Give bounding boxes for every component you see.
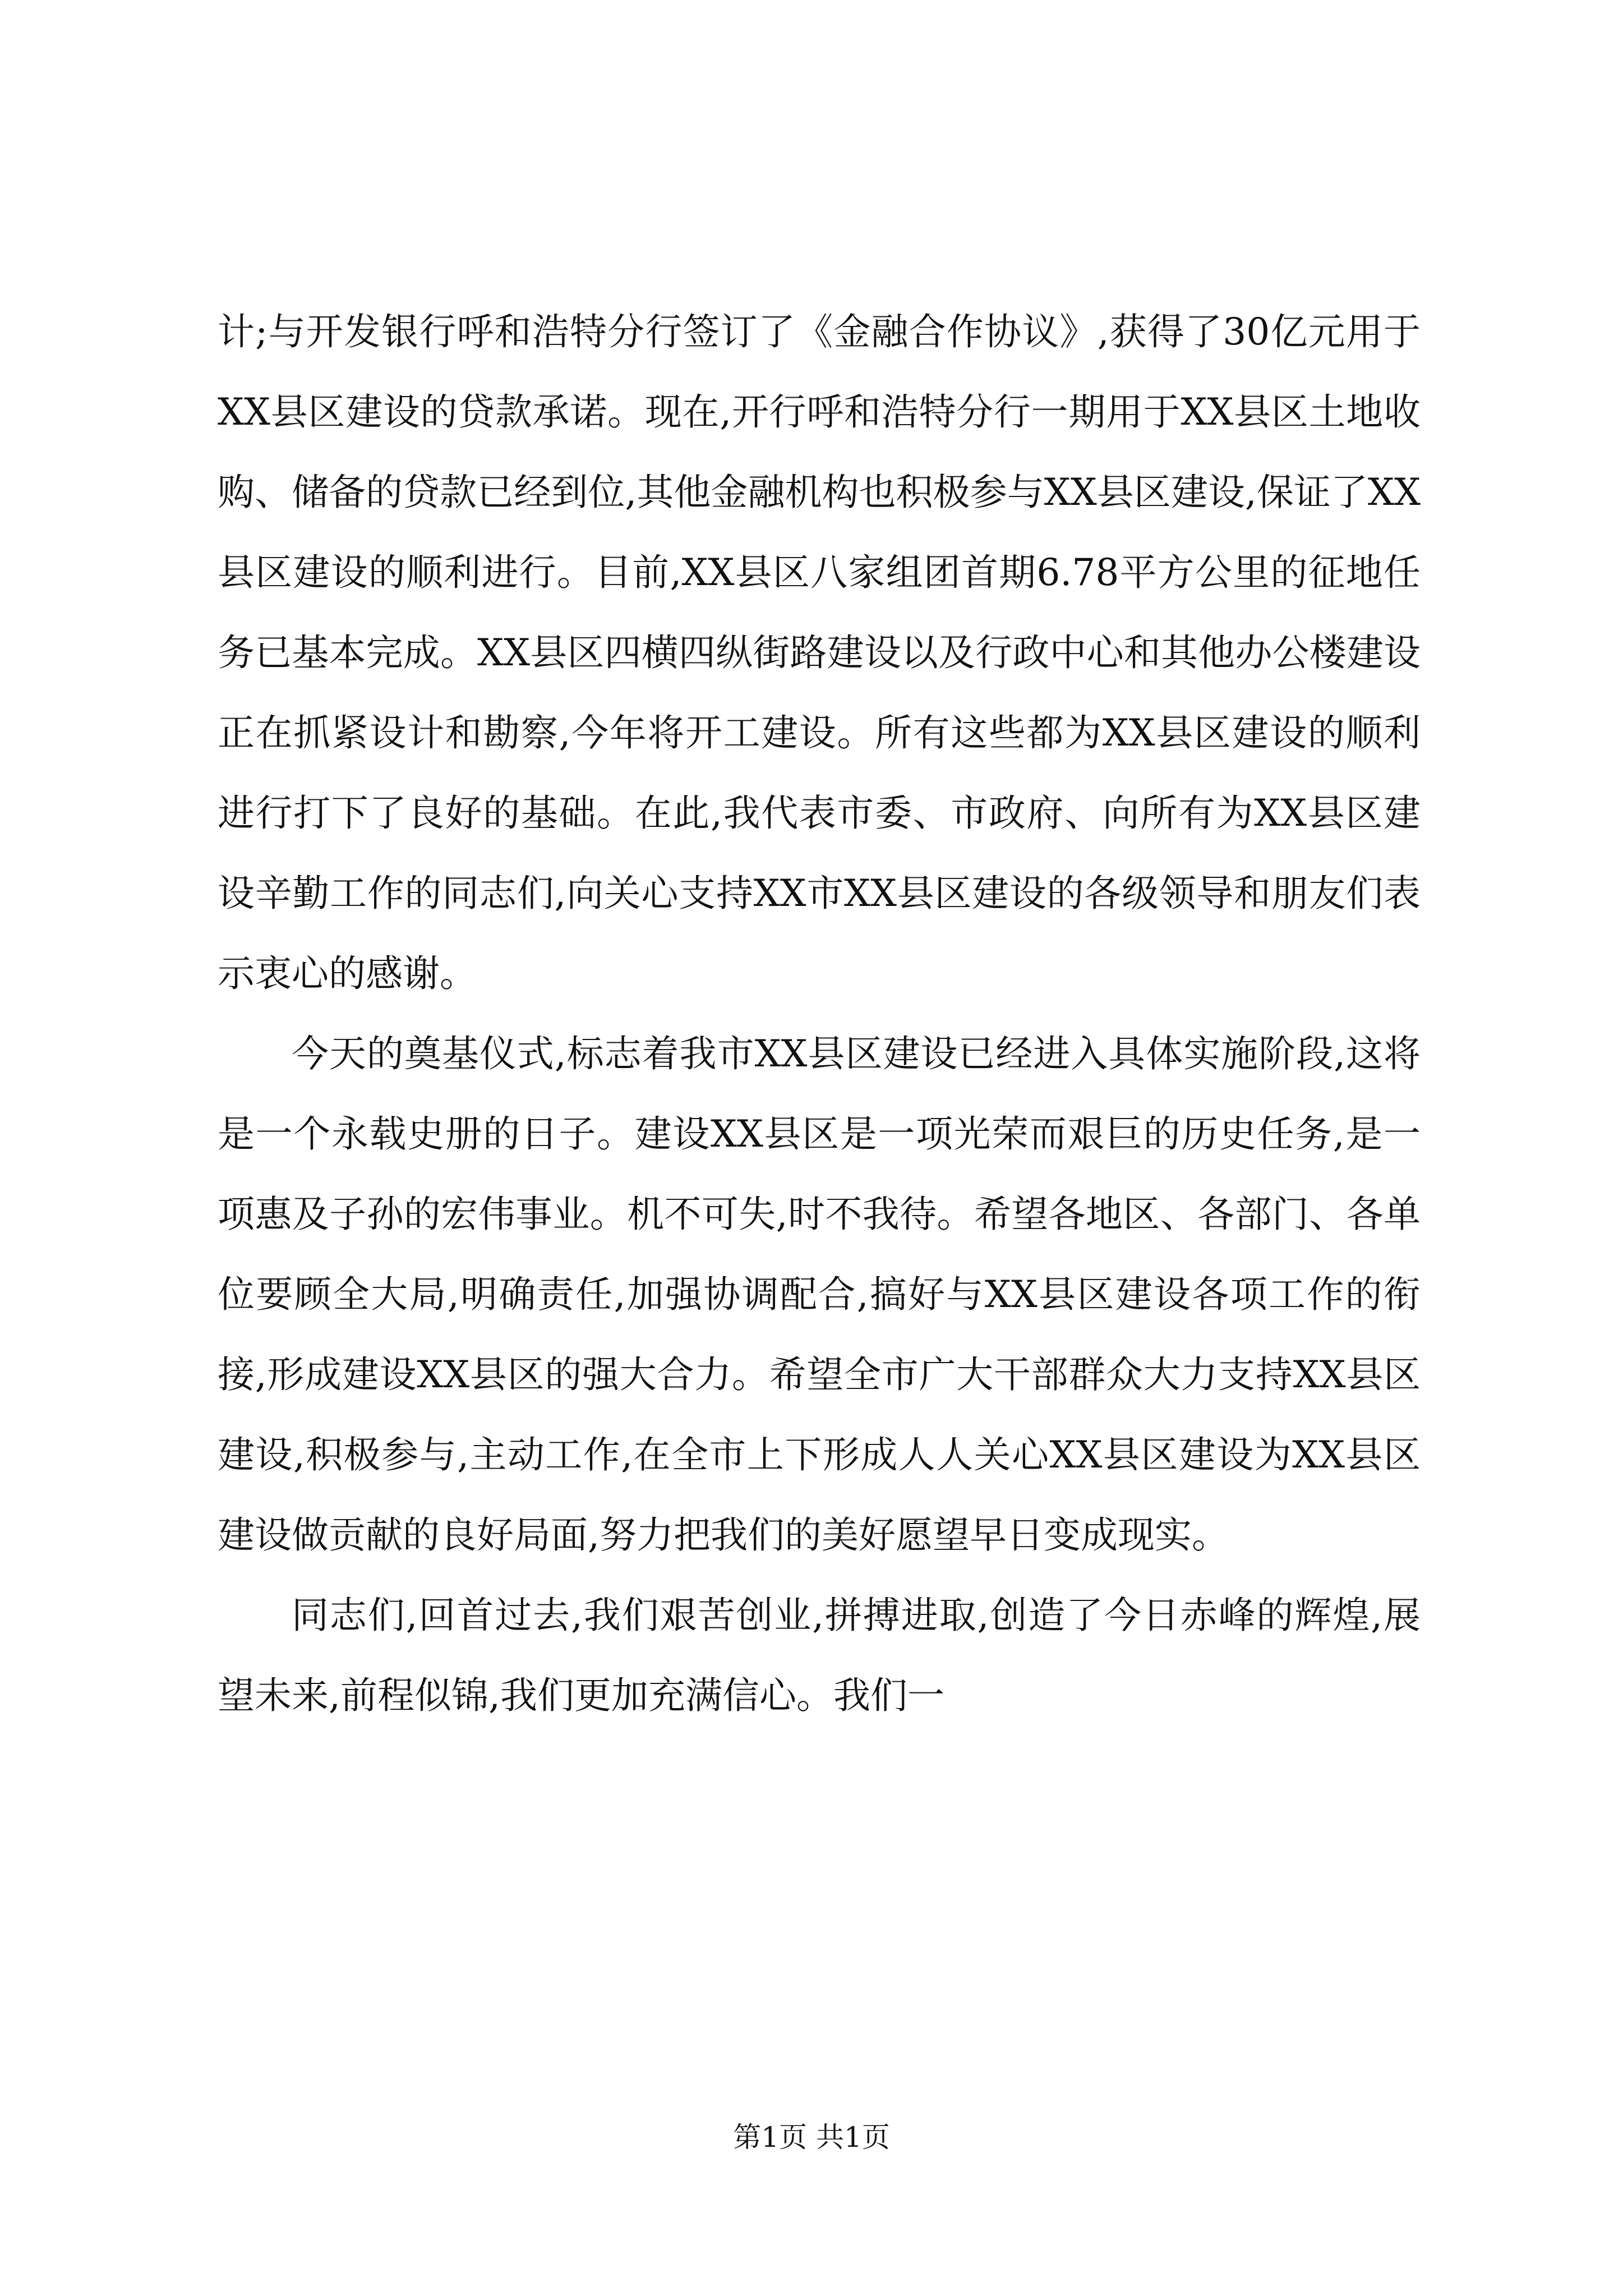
- paragraph-1: 计;与开发银行呼和浩特分行签订了《金融合作协议》,获得了30亿元用于XX县区建设的贷款承诺。现在,开行呼和浩特分行一期用于XX县区土地收购、储备的贷款已经到位,其他金融机构也积极参与XX县区建设,保证了XX县区建设的顺利进行。目前,XX县区八家组团首期6.78平方公里的征地任务已基本完成。XX县区四横四纵街路建设以及行政中心和其他办公楼建设正在抓紧设计和勘察,今年将开工建设。所有这些都为XX县区建设的顺利进行打下了良好的基础。在此,我代表市委、市政府、向所有为XX县区建设辛勤工作的同志们,向关心支持XX市XX县区建设的各级领导和朋友们表示衷心的感谢。: [218, 310, 1421, 995]
- page-footer: 第1页 共1页: [733, 2121, 890, 2154]
- paragraph-2: 今天的奠基仪式,标志着我市XX县区建设已经进入具体实施阶段,这将是一个永载史册的日子。建设XX县区是一项光荣而艰巨的历史任务,是一项惠及子孙的宏伟事业。机不可失,时不我待。希望各地区、各部门、各单位要顾全大局,明确责任,加强协调配合,搞好与XX县区建设各项工作的衔接,形成建设XX县区的强大合力。希望全市广大干部群众大力支持XX县区建设,积极参与,主动工作,在全市上下形成人人关心XX县区建设为XX县区建设做贡献的良好局面,努力把我们的美好愿望早日变成现实。: [218, 1032, 1421, 1557]
- paragraph-3: 同志们,回首过去,我们艰苦创业,拼搏进取,创造了今日赤峰的辉煌,展望未来,前程似锦,我们更加充满信心。我们一: [218, 1594, 1421, 1717]
- document-body: [218, 292, 1421, 1736]
